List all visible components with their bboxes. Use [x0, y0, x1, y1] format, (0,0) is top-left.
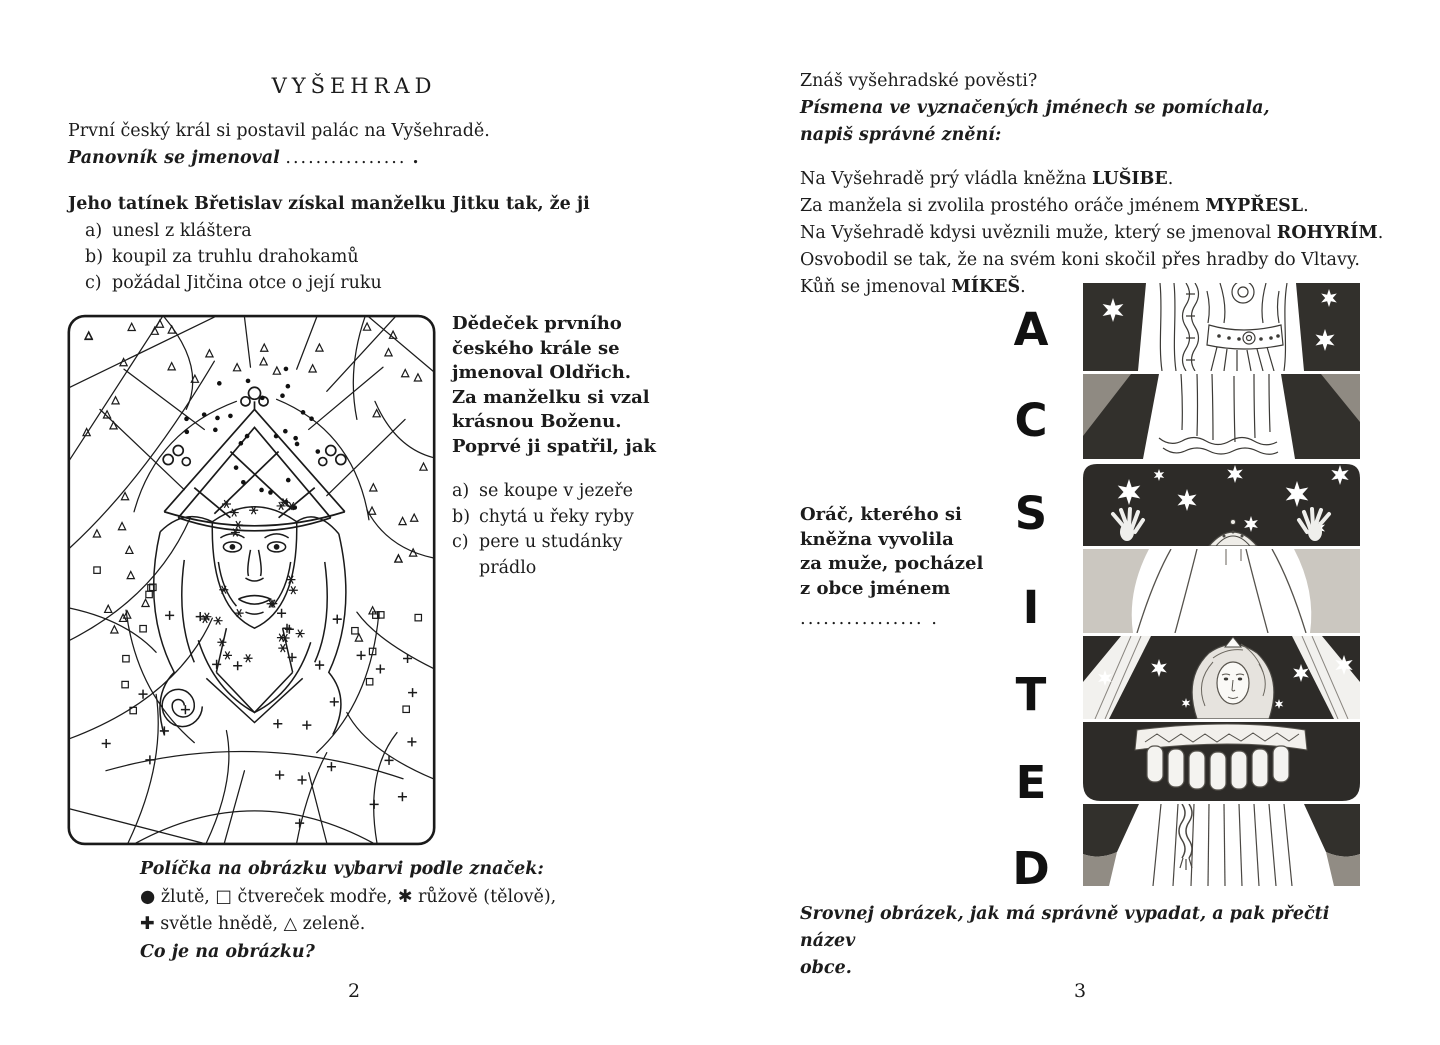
intro-line2: Panovník se jmenoval ................ .	[68, 148, 419, 168]
scrambled-name: MYPŘESL	[1205, 196, 1304, 216]
page-title: VYŠEHRAD	[271, 74, 437, 98]
question1-options	[85, 218, 382, 296]
footer-instruction: Srovnej obrázek, jak má správně vypadat, a pak přečti název obce.	[800, 904, 1330, 978]
right-intro: Znáš vyšehradské pověsti? Písmena ve vyznačených jménech se pomíchala, napiš správné znění:	[800, 71, 1270, 145]
color-legend	[140, 856, 556, 966]
legend-story	[800, 166, 1383, 301]
puzzle-strip-6	[1083, 722, 1360, 801]
list-item: a) unesl z kláštera	[85, 221, 252, 241]
question2-statement: Dědeček prvního českého krále se jmenoval Oldřich. Za manželku si vzal krásnou Boženu. Poprvé ji spatřil, jak	[452, 313, 656, 457]
page-number-right: 3	[1073, 980, 1087, 1002]
side-question: Oráč, kterého si kněžna vyvolila za muže, pocházel z obce jménem ................ .	[800, 503, 983, 632]
legend-question: Co je na obrázku?	[140, 941, 315, 962]
fill-in-blank: ................	[285, 148, 407, 168]
story-line: Kůň se jmenoval MÍKEŠ.	[800, 277, 1026, 297]
question2-options	[452, 479, 634, 581]
scrambled-name: ROHYRÍM	[1276, 223, 1378, 243]
scrambled-letter: C	[1014, 394, 1048, 447]
legend-heading: Políčka na obrázku vybarvi podle značek:	[140, 859, 544, 879]
puzzle-strip-1	[1083, 283, 1360, 371]
coloring-picture	[63, 309, 441, 851]
puzzle-strip-5	[1083, 636, 1360, 719]
intro-line1: První český král si postavil palác na Vyšehradě.	[68, 121, 490, 141]
scrambled-letter: T	[1015, 668, 1047, 721]
list-item: b) koupil za truhlu drahokamů	[85, 247, 359, 267]
list-item: c) požádal Jitčina otce o její ruku	[85, 273, 382, 293]
story-line: Za manžela si zvolila prostého oráče jménem MYPŘESL.	[800, 196, 1309, 216]
list-item: prádlo	[479, 557, 537, 578]
legend-symbols-line1: ● žlutě, □ čtvereček modře, ✱ růžově (tělově),	[140, 886, 557, 907]
question1-heading: Jeho tatínek Břetislav získal manželku Jitku tak, že ji	[68, 194, 590, 214]
fill-in-blank: ................ .	[800, 608, 939, 629]
puzzle-strip-4	[1083, 549, 1360, 633]
legend-symbols-line2: ✚ světle hnědě, △ zeleně.	[140, 914, 366, 934]
scrambled-name: MÍKEŠ	[951, 277, 1021, 297]
scrambled-letter: S	[1014, 487, 1048, 540]
list-item: c) pere u studánky	[452, 532, 623, 552]
scrambled-name: LUŠIBE	[1092, 169, 1168, 189]
story-line: Osvobodil se tak, že na svém koni skočil přes hradby do Vltavy.	[800, 250, 1360, 270]
scrambled-letter: I	[1022, 581, 1040, 634]
intro-paragraph	[68, 118, 490, 172]
story-line: Na Vyšehradě kdysi uvěznili muže, který se jmenoval ROHYRÍM.	[800, 223, 1384, 243]
scrambled-letter: D	[1012, 842, 1050, 895]
list-item: b) chytá u řeky ryby	[452, 506, 634, 527]
story-line: Na Vyšehradě prý vládla kněžna LUŠIBE.	[800, 169, 1174, 189]
page-number-left: 2	[347, 980, 361, 1002]
puzzle-strip-3	[1083, 462, 1360, 546]
scrambled-letter: A	[1013, 303, 1049, 356]
puzzle-strip-2	[1083, 374, 1360, 459]
puzzle-strip-7	[1083, 804, 1360, 886]
scrambled-letter: E	[1015, 756, 1047, 809]
list-item: a) se koupe v jezeře	[452, 481, 633, 501]
